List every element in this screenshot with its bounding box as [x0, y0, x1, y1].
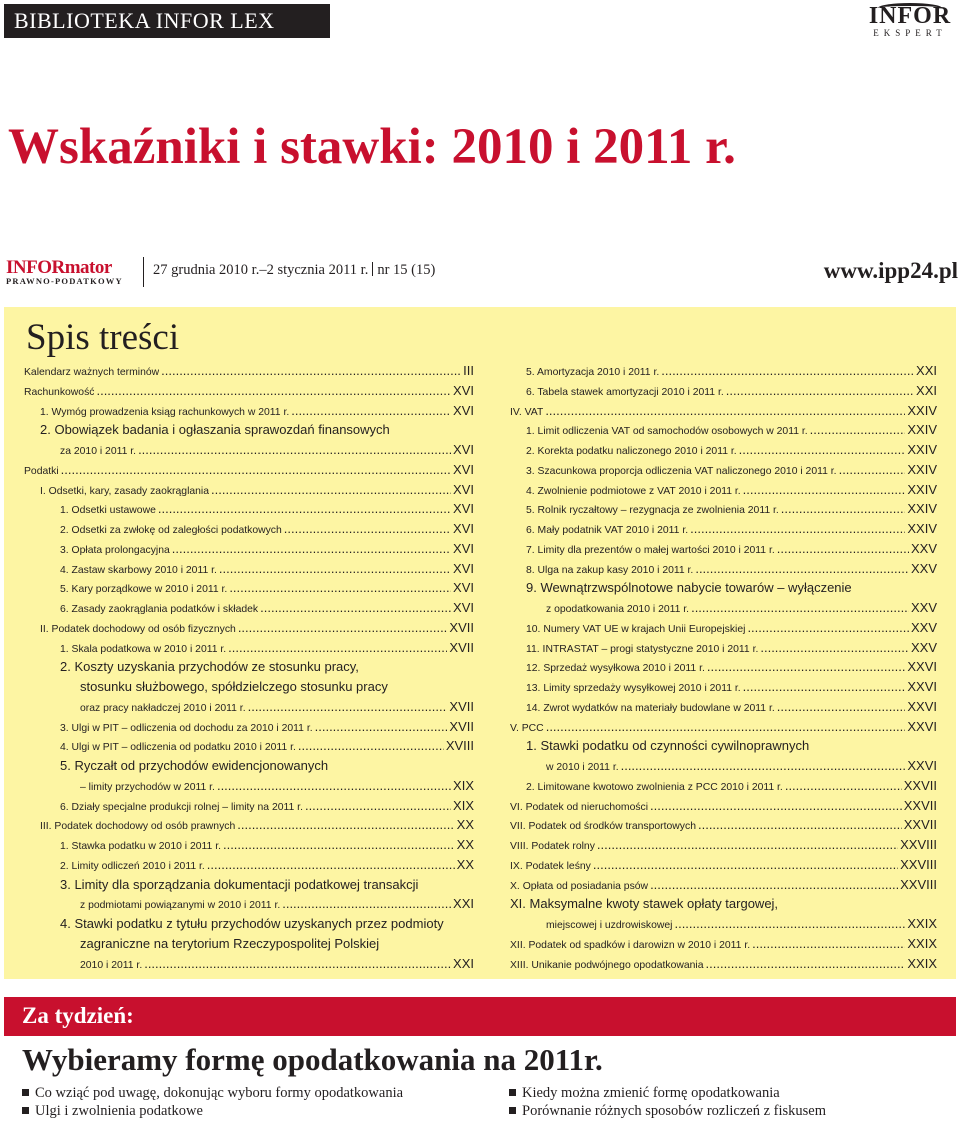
toc-entry-page: XVI [453, 580, 474, 596]
toc-leader-dots [219, 559, 451, 579]
toc-entry[interactable] [510, 677, 937, 697]
toc-leader-dots [621, 756, 906, 776]
toc-right-column [510, 361, 937, 973]
next-week-bullets-left [22, 1084, 403, 1120]
toc-leader-dots [207, 855, 455, 875]
toc-entry-title: 5. Rolnik ryczałtowy – rezygnacja ze zwolnienia 2011 r. [526, 505, 779, 517]
toc-entry-page: XVI [453, 600, 474, 615]
toc-leader-dots [260, 598, 451, 618]
toc-leader-dots [747, 618, 909, 638]
toc-entry[interactable] [24, 835, 474, 855]
toc-leader-dots [707, 657, 906, 677]
toc-entry[interactable] [24, 697, 474, 717]
toc-entry[interactable] [24, 578, 474, 598]
toc-leader-dots [248, 697, 448, 717]
page-title: Wskaźniki i stawki: 2010 i 2011 r. [8, 119, 736, 175]
next-week-rule [4, 1035, 956, 1036]
journal-logo [6, 259, 136, 287]
toc-entry[interactable] [24, 499, 474, 519]
toc-entry-title: 11. INTRASTAT – progi statystyczne 2010 i 2011 r. [526, 643, 759, 655]
issue-separator [372, 262, 373, 276]
toc-leader-dots [650, 875, 898, 895]
toc-entry-page: XVI [453, 382, 474, 398]
next-week-bullet [22, 1084, 403, 1102]
toc-entry-title: 1. Skala podatkowa w 2010 i 2011 r. [60, 643, 227, 655]
toc-leader-dots [158, 499, 451, 519]
toc-leader-dots [781, 499, 906, 519]
toc-leader-dots [785, 776, 902, 796]
toc-entry[interactable] [24, 519, 474, 539]
toc-leader-dots [706, 954, 906, 974]
toc-entry-title: X. Opłata od posiadania psów [510, 880, 649, 892]
toc-entry-page: XXVII [903, 797, 937, 813]
toc-entry-title: 1. Wymóg prowadzenia ksiąg rachunkowych w 2011 r. [40, 406, 290, 418]
toc-entry-page: XVI [453, 501, 474, 517]
toc-entry-title: 2. Limitowane kwotowo zwolnienia z PCC 2010 i 2011 r. [526, 781, 783, 793]
toc-entry-title: 2. Odsetki za zwłokę od zaległości podatkowych [60, 525, 282, 536]
website-link[interactable]: www.ipp24.pl [823, 258, 958, 283]
toc-entry-title: z podmiotami powiązanymi w 2010 i 2011 r. [80, 900, 281, 912]
issue-number: nr 15 (15) [377, 262, 436, 278]
toc-entry-title: – limity przychodów w 2011 r. [80, 781, 215, 793]
toc-entry-page: XXVI [907, 698, 937, 714]
toc-entry[interactable] [510, 519, 937, 539]
toc-entry[interactable] [24, 717, 474, 737]
toc-leader-dots [223, 835, 455, 855]
toc-entry-title: V. PCC [510, 722, 544, 734]
toc-entry-title: 1. Limit odliczenia VAT od samochodów osobowych w 2011 r. [526, 426, 808, 438]
toc-entry[interactable] [510, 499, 937, 519]
toc-entry[interactable] [24, 440, 474, 460]
toc-leader-dots [698, 815, 902, 835]
toc-entry-page: XVI [453, 560, 474, 576]
next-week-bullet [509, 1102, 826, 1120]
toc-entry-title: oraz pracy nakładczej 2010 i 2011 r. [80, 702, 246, 714]
toc-leader-dots [237, 815, 454, 835]
toc-entry-title: Podatki [24, 465, 59, 477]
toc-entry-title: 6. Działy specjalne produkcji rolnej – limity na 2011 r. [60, 801, 303, 813]
issue-info [153, 262, 435, 279]
toc-leader-dots [211, 480, 451, 500]
toc-entry[interactable] [24, 815, 474, 835]
toc-entry-title: 2. Limity odliczeń 2010 i 2011 r. [60, 860, 205, 872]
toc-entry-title: VIII. Podatek rolny [510, 841, 595, 852]
toc-entry[interactable] [510, 697, 937, 717]
toc-entry-title: 3. Ulgi w PIT – odliczenia od dochodu za 2010 i 2011 r. [60, 722, 313, 734]
toc-entry[interactable] [510, 401, 937, 421]
toc-entry[interactable] [510, 618, 937, 638]
toc-leader-dots [96, 381, 451, 401]
toc-entry-title: 1. Stawki podatku od czynności cywilnoprawnych [526, 738, 810, 754]
toc-entry[interactable] [510, 894, 937, 914]
toc-entry-page: XVI [453, 442, 474, 457]
toc-leader-dots [597, 835, 898, 855]
toc-entry-page: XXIV [907, 442, 937, 457]
toc-leader-dots [810, 420, 906, 440]
toc-leader-dots [315, 717, 448, 737]
toc-entry-page: XXIX [907, 955, 937, 971]
toc-leader-dots [650, 796, 902, 816]
toc-entry-page: XXVI [907, 679, 937, 694]
toc-entry-page: XXI [916, 363, 937, 378]
toc-leader-dots [661, 361, 914, 381]
toc-leader-dots [743, 480, 906, 500]
toc-entry-page: XX [456, 817, 474, 833]
toc-leader-dots [839, 460, 906, 480]
toc-entry[interactable] [510, 954, 937, 974]
toc-entry-title: 10. Numery VAT UE w krajach Unii Europejskiej [526, 623, 746, 635]
toc-entry[interactable] [510, 578, 937, 598]
toc-entry-page: XXIV [907, 481, 937, 497]
table-of-contents [4, 307, 956, 979]
toc-leader-dots [674, 914, 905, 934]
toc-entry[interactable] [510, 875, 937, 895]
toc-leader-dots [690, 519, 905, 539]
toc-entry[interactable] [24, 776, 474, 796]
toc-entry-title: 4. Zwolnienie podmiotowe z VAT 2010 i 2011 r. [526, 485, 741, 497]
toc-entry-title: 2. Korekta podatku naliczonego 2010 i 2011 r. [526, 446, 737, 457]
toc-leader-dots [161, 361, 461, 381]
toc-leader-dots [172, 539, 451, 559]
toc-leader-dots [305, 796, 451, 816]
toc-entry-page: XXV [910, 600, 937, 615]
toc-leader-dots [739, 440, 906, 460]
toc-entry-title: 14. Zwrot wydatków na materiały budowlane w 2011 r. [526, 702, 775, 714]
toc-entry-title: z opodatkowania 2010 i 2011 r. [546, 604, 690, 615]
toc-leader-dots [229, 578, 451, 598]
toc-leader-dots [546, 717, 906, 737]
bullet-square-icon [509, 1089, 516, 1096]
bullet-text: Co wziąć pod uwagę, dokonując wyboru formy opodatkowania [35, 1085, 404, 1101]
toc-entry[interactable] [24, 954, 474, 974]
toc-entry-title: 6. Tabela stawek amortyzacji 2010 i 2011 r. [526, 386, 724, 398]
toc-entry-title: 3. Opłata prolongacyjna [60, 544, 170, 556]
toc-entry-title: XI. Maksymalne kwoty stawek opłaty targowej, [510, 896, 779, 912]
toc-entry-page: XVII [449, 619, 474, 635]
toc-entry-page: XVI [453, 402, 474, 418]
toc-entry[interactable] [510, 717, 937, 737]
toc-entry-page: XXVI [907, 718, 937, 734]
toc-entry-title: stosunku służbowego, spółdzielczego stosunku pracy [80, 679, 388, 694]
toc-leader-dots [61, 460, 451, 480]
toc-entry-title: 1. Odsetki ustawowe [60, 505, 156, 517]
toc-entry[interactable] [510, 855, 937, 875]
toc-entry[interactable] [24, 657, 474, 677]
toc-entry-title: VII. Podatek od środków transportowych [510, 821, 696, 833]
toc-leader-dots [760, 638, 909, 658]
toc-entry[interactable] [510, 420, 937, 440]
next-week-bullets-right [509, 1084, 826, 1120]
toc-entry-title: 2010 i 2011 r. [80, 959, 143, 971]
toc-entry-page: XVII [449, 718, 474, 734]
toc-entry[interactable] [24, 638, 474, 658]
toc-leader-dots [743, 677, 906, 697]
toc-entry[interactable] [510, 559, 937, 579]
toc-entry[interactable] [24, 559, 474, 579]
toc-entry[interactable] [510, 598, 937, 618]
toc-left-column [24, 361, 474, 973]
toc-entry-page: XXV [910, 639, 937, 655]
next-week-bullet [22, 1102, 403, 1120]
toc-entry[interactable] [510, 835, 937, 855]
toc-entry-page: XVI [453, 540, 474, 556]
toc-entry-title: 3. Limity dla sporządzania dokumentacji podatkowej transakcji [60, 876, 419, 892]
toc-entry-title: 7. Limity dla prezentów o małej wartości 2010 i 2011 r. [526, 544, 775, 556]
toc-entry[interactable] [510, 934, 937, 954]
toc-entry[interactable] [510, 440, 937, 460]
toc-entry-page: XXIV [907, 422, 937, 438]
toc-entry[interactable] [510, 776, 937, 796]
toc-entry[interactable] [510, 361, 937, 381]
toc-entry[interactable] [24, 756, 474, 776]
toc-leader-dots [777, 697, 906, 717]
toc-entry[interactable] [24, 420, 474, 440]
bullet-text: Kiedy można zmienić formę opodatkowania [522, 1085, 780, 1101]
toc-entry-page: XXI [453, 896, 474, 912]
toc-entry-title: miejscowej i uzdrowiskowej [546, 920, 673, 931]
toc-entry[interactable] [510, 796, 937, 816]
toc-leader-dots [593, 855, 898, 875]
toc-entry-title: 2. Obowiązek badania i ogłaszania sprawozdań finansowych [40, 422, 390, 438]
toc-entry-page: XXVIII [900, 876, 937, 892]
toc-leader-dots [545, 401, 905, 421]
toc-entry-title: VI. Podatek od nieruchomości [510, 801, 649, 813]
toc-entry-title: XII. Podatek od spadków i darowizn w 2010 i 2011 r. [510, 939, 751, 951]
toc-entry[interactable] [510, 756, 937, 776]
toc-entry[interactable] [24, 480, 474, 500]
next-week-label: Za tydzień: [22, 1003, 134, 1028]
journal-tag: PRAWNO-PODATKOWY [6, 276, 123, 286]
toc-entry[interactable] [510, 539, 937, 559]
toc-entry-title: 8. Ulga na zakup kasy 2010 i 2011 r. [526, 564, 694, 576]
toc-leader-dots [752, 934, 905, 954]
bullet-square-icon [22, 1107, 29, 1114]
toc-entry[interactable] [510, 480, 937, 500]
toc-entry[interactable] [24, 934, 474, 954]
toc-leader-dots [138, 440, 451, 460]
toc-entry-title: w 2010 i 2011 r. [546, 762, 619, 773]
publisher-logo-sub: EKSPERT [873, 28, 947, 38]
toc-entry[interactable] [24, 677, 474, 697]
toc-leader-dots [228, 638, 447, 658]
toc-leader-dots [691, 598, 909, 618]
publisher-logo-text: INFOR [868, 3, 952, 29]
toc-entry-page: XXIV [907, 501, 937, 517]
toc-entry-title: I. Odsetki, kary, zasady zaokrąglania [40, 485, 210, 497]
journal-name: INFORmator [6, 257, 112, 278]
toc-leader-dots [291, 401, 451, 421]
toc-entry-page: III [463, 363, 474, 378]
publisher-logo [868, 4, 952, 40]
logo-swoosh-icon [878, 3, 942, 13]
toc-entry-page: XXIX [907, 916, 937, 931]
toc-entry-title: za 2010 i 2011 r. [60, 446, 137, 457]
toc-entry[interactable] [24, 796, 474, 816]
toc-leader-dots [298, 736, 444, 756]
toc-entry[interactable] [24, 381, 474, 401]
toc-entry[interactable] [24, 914, 474, 934]
toc-entry[interactable] [510, 460, 937, 480]
toc-entry-page: XXV [910, 560, 937, 576]
toc-entry-page: XXVIII [900, 837, 937, 852]
toc-entry-page: XXVI [907, 758, 937, 773]
next-week-bullet [509, 1084, 826, 1102]
toc-entry-page: XXVIII [900, 856, 937, 872]
toc-entry-title: 6. Zasady zaokrąglania podatków i składek [60, 604, 259, 615]
toc-entry-page: XXV [910, 540, 937, 556]
bullet-text: Ulgi i zwolnienia podatkowe [35, 1103, 203, 1119]
toc-entry-title: 5. Ryczałt od przychodów ewidencjonowanych [60, 758, 329, 773]
toc-entry-title: III. Podatek dochodowy od osób prawnych [40, 821, 236, 833]
toc-entry-title: zagraniczne na terytorium Rzeczypospolitej Polskiej [80, 935, 380, 951]
publication-bar [0, 243, 960, 307]
toc-entry[interactable] [24, 401, 474, 421]
toc-entry[interactable] [510, 657, 937, 677]
toc-entry-page: XXV [910, 619, 937, 635]
toc-entry[interactable] [510, 736, 937, 756]
toc-entry[interactable] [510, 914, 937, 934]
toc-entry-page: XVII [449, 639, 474, 655]
toc-entry[interactable] [24, 894, 474, 914]
toc-leader-dots [777, 539, 909, 559]
next-week-bar [4, 997, 956, 1035]
toc-entry[interactable] [24, 539, 474, 559]
toc-entry[interactable] [24, 875, 474, 895]
toc-entry[interactable] [510, 815, 937, 835]
toc-entry[interactable] [24, 618, 474, 638]
toc-entry-title: 3. Szacunkowa proporcja odliczenia VAT naliczonego 2010 i 2011 r. [526, 465, 837, 477]
toc-leader-dots [238, 618, 448, 638]
toc-entry-page: XX [456, 856, 474, 872]
toc-entry-page: XXI [453, 955, 474, 971]
toc-entry[interactable] [24, 361, 474, 381]
toc-entry-title: XIII. Unikanie podwójnego opodatkowania [510, 959, 704, 971]
toc-entry[interactable] [24, 855, 474, 875]
toc-entry-page: XVI [453, 521, 474, 536]
toc-leader-dots [695, 559, 909, 579]
toc-entry-title: 13. Limity sprzedaży wysyłkowej 2010 i 2011 r. [526, 683, 741, 694]
toc-entry-page: XXIV [907, 521, 937, 536]
toc-entry-title: Kalendarz ważnych terminów [24, 367, 160, 378]
toc-entry-page: XVIII [445, 738, 474, 754]
toc-entry-title: 9. Wewnątrzwspólnotowe nabycie towarów – wyłączenie [526, 580, 852, 596]
toc-entry[interactable] [24, 598, 474, 618]
toc-entry-title: 4. Zastaw skarbowy 2010 i 2011 r. [60, 564, 217, 576]
toc-entry-page: XXVI [907, 659, 937, 675]
toc-title: Spis treści [26, 317, 180, 358]
toc-entry-title: 4. Stawki podatku z tytułu przychodów uzyskanych przez podmioty [60, 916, 444, 931]
toc-entry-page: XIX [453, 777, 474, 793]
toc-leader-dots [284, 519, 451, 539]
toc-entry-title: 6. Mały podatnik VAT 2010 i 2011 r. [526, 525, 689, 536]
toc-leader-dots [217, 776, 451, 796]
issue-date-range: 27 grudnia 2010 r.–2 stycznia 2011 r. [153, 262, 369, 278]
toc-entry-page: XXIX [907, 935, 937, 951]
journal-divider [143, 257, 144, 287]
toc-entry-title: II. Podatek dochodowy od osób fizycznych [40, 623, 236, 635]
toc-entry-page: XXI [916, 382, 937, 398]
toc-entry-page: XVII [449, 698, 474, 714]
toc-entry-title: IX. Podatek leśny [510, 860, 591, 872]
toc-entry-title: 1. Stawka podatku w 2010 i 2011 r. [60, 841, 221, 852]
toc-entry-page: XXVII [903, 817, 937, 833]
toc-entry[interactable] [510, 638, 937, 658]
toc-entry-page: XX [456, 837, 474, 852]
bullet-text: Porównanie różnych sposobów rozliczeń z fiskusem [522, 1103, 827, 1119]
toc-entry-title: IV. VAT [510, 406, 544, 418]
toc-entry-title: 2. Koszty uzyskania przychodów ze stosunku pracy, [60, 659, 359, 675]
toc-entry-page: XXIV [907, 402, 937, 418]
toc-entry-title: Rachunkowość [24, 386, 95, 398]
toc-entry-page: XVI [453, 481, 474, 497]
bullet-square-icon [509, 1107, 516, 1114]
toc-entry-title: 5. Amortyzacja 2010 i 2011 r. [526, 367, 660, 378]
toc-entry-page: XIX [453, 797, 474, 813]
toc-entry[interactable] [24, 736, 474, 756]
toc-leader-dots [144, 954, 451, 974]
next-week-headline: Wybieramy formę opodatkowania na 2011r. [22, 1042, 603, 1077]
toc-entry[interactable] [510, 381, 937, 401]
toc-leader-dots [282, 894, 451, 914]
bullet-square-icon [22, 1089, 29, 1096]
toc-entry[interactable] [24, 460, 474, 480]
toc-entry-title: 5. Kary porządkowe w 2010 i 2011 r. [60, 584, 228, 596]
toc-entry-page: XVI [453, 461, 474, 477]
toc-entry-page: XXIV [907, 461, 937, 477]
toc-entry-title: 4. Ulgi w PIT – odliczenia od podatku 2010 i 2011 r. [60, 742, 296, 754]
toc-entry-page: XXVII [903, 777, 937, 793]
toc-leader-dots [726, 381, 914, 401]
toc-entry-title: 12. Sprzedaż wysyłkowa 2010 i 2011 r. [526, 663, 705, 675]
series-badge: BIBLIOTEKA INFOR LEX [4, 4, 330, 38]
